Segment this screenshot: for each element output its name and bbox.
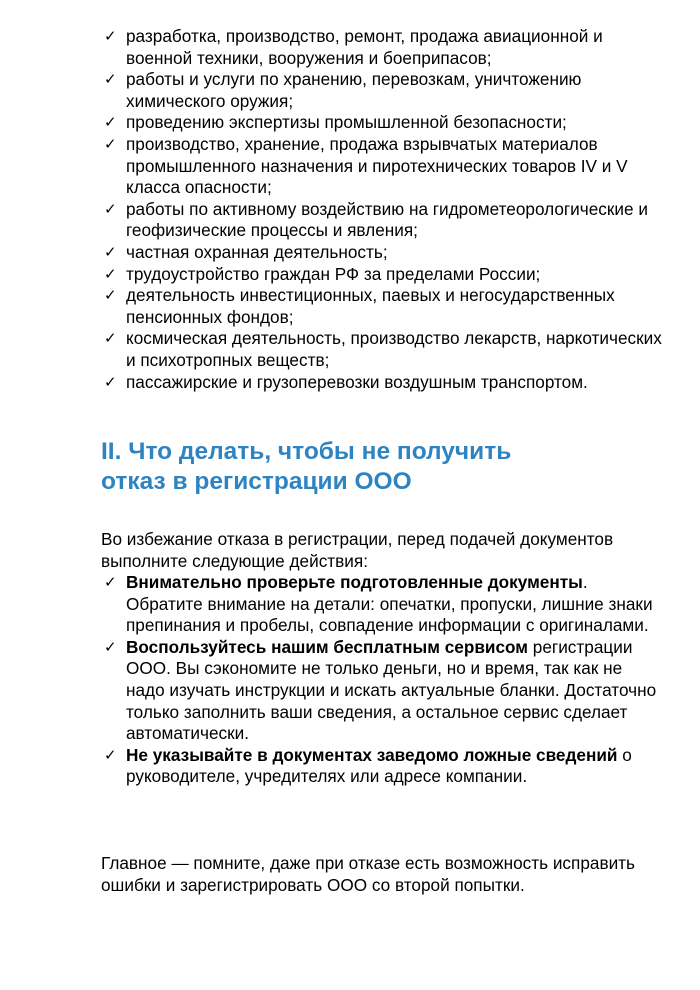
section-heading-line2: отказ в регистрации ООО: [101, 468, 412, 495]
restricted-activities-list: [104, 26, 664, 393]
section-heading: [101, 437, 621, 497]
list-item: [104, 134, 664, 199]
action-text: . Обратите внимание на детали: опечатки, пропуски, лишние знаки препинания и пробелы, совпадение информации с оригиналами.: [126, 572, 653, 636]
checkmark-icon: ✓: [104, 70, 117, 89]
intro-paragraph: Во избежание отказа в регистрации, перед подачей документов выполните следующие действия:: [101, 529, 614, 571]
list-item: [104, 637, 664, 745]
action-bold-text: Не указывайте в документах заведомо ложные сведений: [126, 744, 618, 765]
list-item-text: работы по активному воздействию на гидрометеорологические и геофизические процессы и явления;: [126, 198, 648, 241]
list-item: [104, 242, 664, 264]
list-item-text: космическая деятельность, производство лекарств, наркотических и психотропных веществ;: [126, 328, 662, 370]
checkmark-icon: ✓: [104, 637, 117, 656]
section-heading-line1: II. Что делать, чтобы не получить: [101, 438, 512, 465]
list-item: [104, 69, 664, 112]
checkmark-icon: ✓: [104, 199, 117, 218]
action-bold-text: Воспользуйтесь нашим бесплатным сервисом: [126, 636, 529, 657]
list-item-text: работы и услуги по хранению, перевозкам, уничтожению химического оружия;: [126, 69, 582, 111]
list-item: [104, 26, 664, 69]
list-item: [104, 572, 664, 637]
checkmark-icon: ✓: [104, 242, 117, 261]
final-note: Главное — помните, даже при отказе есть возможность исправить ошибки и зарегистрировать ООО со второй попытки.: [101, 853, 636, 895]
list-item: [104, 112, 664, 134]
action-text: о руководителе, учредителях или адресе компании.: [126, 744, 632, 787]
action-text: регистрации ООО. Вы сэкономите не только деньги, но и время, так как не надо изучать инструкции и искать актуальные бланки. Достаточно только заполнить ваши сведения, а остальное сервис сделает автоматически.: [126, 636, 657, 744]
checkmark-icon: ✓: [104, 372, 117, 391]
checkmark-icon: ✓: [104, 286, 117, 305]
list-item-text: частная охранная деятельность;: [126, 241, 388, 262]
checkmark-icon: ✓: [104, 264, 117, 283]
checkmark-icon: ✓: [104, 329, 117, 348]
list-item-text: разработка, производство, ремонт, продажа авиационной и военной техники, вооружения и боеприпасов;: [126, 26, 603, 68]
list-item-text: деятельность инвестиционных, паевых и негосударственных пенсионных фондов;: [126, 285, 615, 327]
checkmark-icon: ✓: [104, 113, 117, 132]
list-item: [104, 264, 664, 286]
list-item: [104, 285, 664, 328]
list-item: [104, 328, 664, 371]
list-item: [104, 745, 664, 788]
checkmark-icon: ✓: [104, 573, 117, 591]
recommended-actions-list: [104, 572, 664, 788]
list-item: [104, 199, 664, 242]
checkmark-icon: ✓: [104, 134, 117, 153]
list-item: [104, 372, 664, 394]
checkmark-icon: ✓: [104, 27, 117, 45]
list-item-text: проведению экспертизы промышленной безопасности;: [126, 112, 567, 133]
list-item-text: трудоустройство граждан РФ за пределами России;: [126, 263, 541, 284]
list-item-text: производство, хранение, продажа взрывчатых материалов промышленного назначения и пиротехнических товаров IV и V класса опасности;: [126, 133, 628, 198]
checkmark-icon: ✓: [104, 745, 117, 764]
action-bold-text: Внимательно проверьте подготовленные документы: [126, 572, 583, 592]
list-item-text: пассажирские и грузоперевозки воздушным транспортом.: [126, 371, 588, 392]
